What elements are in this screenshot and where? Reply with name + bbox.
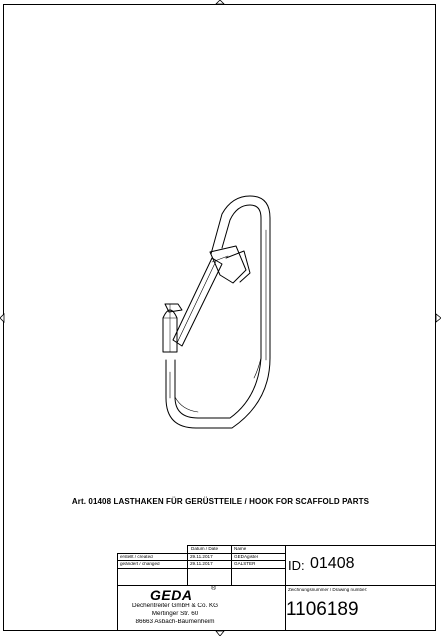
address-line-2: Mertinger Str. 60	[151, 611, 199, 617]
id-value: 01408	[310, 556, 355, 572]
address-line-1: Dechentreiter GmbH & Co. KG	[131, 603, 219, 609]
company-logo: GEDA	[150, 588, 193, 602]
id-label: ID:	[288, 559, 305, 572]
changed-label: geändert / changed	[120, 562, 160, 566]
created-label: erstellt / created	[120, 555, 153, 559]
created-name: GEDAgister	[234, 555, 259, 559]
changed-name: GALSTER	[234, 562, 256, 566]
changed-date: 29.11.2017	[190, 562, 213, 566]
drawing-number-label: Zeichnungsnummer / Drawing number:	[288, 588, 368, 592]
title-block	[117, 545, 436, 631]
header-name: Name	[234, 547, 247, 551]
drawing-number: 1106189	[286, 600, 359, 619]
header-date: Datum / Date	[191, 547, 219, 551]
hook-body	[163, 196, 270, 428]
address-line-3: 86663 Asbach-Bäumenheim	[135, 619, 215, 625]
registered-mark: ®	[211, 585, 217, 592]
created-date: 29.11.2017	[190, 555, 213, 559]
drawing-caption: Art. 01408 LASTHAKEN FÜR GERÜSTTEILE / HOOK FOR SCAFFOLD PARTS	[71, 497, 370, 506]
